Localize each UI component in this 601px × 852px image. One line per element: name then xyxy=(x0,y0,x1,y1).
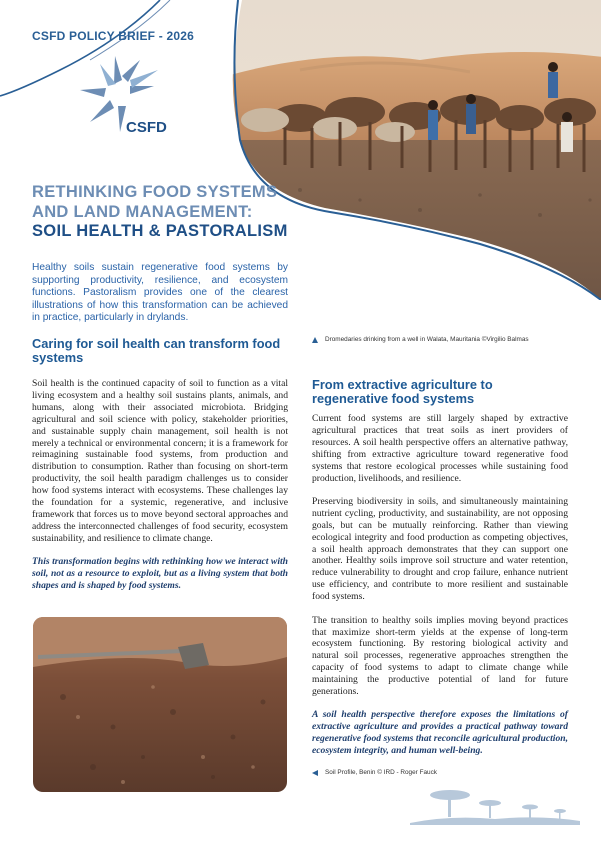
triangle-left-icon xyxy=(312,770,318,776)
section2-emphasis: A soil health perspective therefore exposes the limitations of extractive agriculture and provides a practical pathway toward regenerative food systems that reconcile agricultural production, ecosystem integrity, and human well-being. xyxy=(312,709,568,757)
section2-paragraph-3: The transition to healthy soils implies moving beyond practices that maximize short-term yields at the expense of long-term ecosystem functioning. By restoring biological activity and natural soil processes, regenerative approaches strengthen the capacity of food systems to adapt to climate change while maintaining the productive potential of land for future generations. xyxy=(312,614,568,698)
section1-body xyxy=(32,378,288,603)
intro-text: Healthy soils sustain regenerative food systems by supporting productivity, resilience, and ecosystem functions. Pastoralism provides one of the clearest illustrations of how this transformation can be achieved in practice, particularly in drylands. xyxy=(32,262,288,324)
section2-body xyxy=(312,413,568,769)
section2-paragraph-1: Current food systems are still largely shaped by extractive agricultural practices that treat soils as inert providers of resources. A soil health perspective offers an alternative pathway, shifting from extractive agriculture toward regenerative food systems that restore ecological processes while sustaining food production, livelihoods, and resilience. xyxy=(312,413,568,484)
triangle-up-icon xyxy=(312,337,318,343)
soil-profile-photo xyxy=(33,617,287,792)
hero-caption xyxy=(312,336,529,343)
hero-photo xyxy=(0,0,601,300)
section2-heading: From extractive agriculture to regenerative food systems xyxy=(312,377,493,407)
section2-paragraph-2: Preserving biodiversity in soils, and simultaneously maintaining nutrient cycling, productivity, and sustainability, are not opposing goals, but can be mutually reinforcing. Rather than viewing ecological integrity and food production as competing objectives, a soil health approach demonstrates that they can support one another. Healthy soils improve soil structure and water retention, reduce vulnerability to drought and crop failure, enhance nutrient use efficiency, and contribute to more resilient and sustainable food systems. xyxy=(312,495,568,603)
title-line-1: RETHINKING FOOD SYSTEMS xyxy=(32,183,278,201)
soil-caption xyxy=(312,769,437,776)
section1-heading: Caring for soil health can transform food systems xyxy=(32,336,281,366)
savanna-tree-illustration xyxy=(410,785,580,825)
title-line-2: AND LAND MANAGEMENT: xyxy=(32,202,253,221)
csfd-logo xyxy=(70,50,180,140)
soil-caption-text: Soil Profile, Benin © IRD - Roger Fauck xyxy=(325,769,437,776)
title-line-3: SOIL HEALTH & PASTORALISM xyxy=(32,222,288,240)
logo-text: CSFD xyxy=(126,119,167,136)
series-label: CSFD POLICY BRIEF - 2026 xyxy=(32,29,194,43)
hero-caption-text: Dromedaries drinking from a well in Walata, Mauritania ©Virgilio Balmas xyxy=(325,336,529,343)
section1-emphasis: This transformation begins with rethinking how we interact with soil, not as a resource to exploit, but as a living system that both shapes and is shaped by food systems. xyxy=(32,556,288,591)
section1-paragraph: Soil health is the continued capacity of soil to function as a vital living ecosystem and a healthy soil sustains plants, animals, and humans, along with their associated microbiota. Bridging agricultural and soil science with policy, stakeholder priorities, and sustainable supply chain management, soil health is not merely a technical or environmental concern; it is a framework for reimagining sustainable food systems, from production and distribution to consumption. Rather than focusing on short-term productivity, the soil health paradigm challenges us to consider how food systems interact with ecosystems. These challenges lay the foundation for a systemic, regenerative, and inclusive framework that forces us to move beyond sectoral approaches and address the interconnected challenges of food security, ecosystem sustainability, and resilience to climate change. xyxy=(32,378,288,544)
page-title xyxy=(32,183,292,242)
